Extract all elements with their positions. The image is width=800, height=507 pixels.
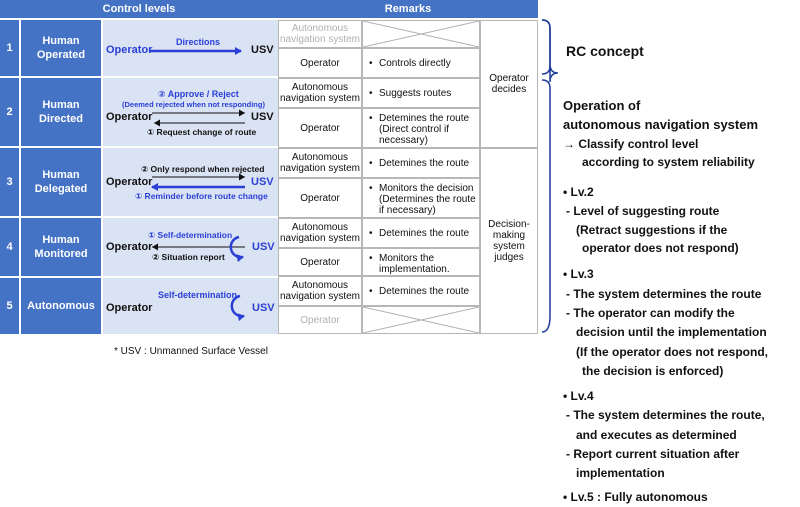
remark-actor: Operator	[278, 108, 362, 148]
lv4-title: • Lv.4	[563, 389, 594, 403]
lv2-text: (Retract suggestions if the	[576, 223, 728, 237]
header-remarks: Remarks	[278, 0, 538, 18]
lv2-text: - Level of suggesting route	[566, 204, 720, 218]
diagram-label: Directions	[176, 37, 221, 47]
level-name: Human Directed	[21, 78, 101, 146]
lv3-title: • Lv.3	[563, 267, 594, 281]
remark-desc: • Detemines the route	[362, 218, 480, 248]
remark-desc-empty	[362, 306, 480, 334]
lv3-text: (If the operator does not respond,	[576, 345, 769, 359]
lv3-text: - The system determines the route	[566, 287, 762, 301]
remark-actor: Autonomous navigation system	[278, 218, 362, 248]
header-control-levels: Control levels	[0, 0, 278, 18]
level-name: Human Operated	[21, 20, 101, 76]
level-number: 4	[0, 218, 19, 276]
remark-desc-empty	[362, 20, 480, 48]
level-number: 5	[0, 278, 19, 334]
auto-bracket	[542, 80, 550, 332]
level-number: 2	[0, 78, 19, 146]
remark-actor: Operator	[278, 306, 362, 334]
classify-text: according to system reliability	[582, 155, 755, 169]
diagram-label: ② Approve / Reject	[158, 89, 239, 99]
level-name: Human Monitored	[21, 218, 101, 276]
operator-label: Operator	[106, 241, 153, 253]
classify-text: → Classify control level	[563, 137, 699, 151]
remark-actor: Operator	[278, 178, 362, 218]
empty-cross	[363, 21, 479, 47]
operation-title: Operation of	[563, 98, 641, 113]
remark-actor: Operator	[278, 248, 362, 276]
operation-title: autonomous navigation system	[563, 117, 759, 132]
lv3-text: decision until the implementation	[576, 325, 767, 339]
remark-actor: Operator	[278, 48, 362, 78]
lv3-text: the decision is enforced)	[582, 364, 724, 378]
level-name: Human Delegated	[21, 148, 101, 216]
lv2-text: operator does not respond)	[582, 241, 739, 255]
operator-label: Operator	[106, 44, 153, 56]
usv-label: USV	[252, 302, 275, 314]
remark-desc: • Monitors the implementation.	[362, 248, 480, 276]
lv2-title: • Lv.2	[563, 185, 594, 199]
lv4-text: - The system determines the route,	[566, 408, 765, 422]
remark-desc: • Suggests routes	[362, 78, 480, 108]
usv-label: USV	[251, 111, 274, 123]
usv-label: USV	[252, 241, 275, 253]
diagram-label: Self-determination	[158, 290, 238, 300]
operator-label: Operator	[106, 176, 153, 188]
diagram-label: (Deemed rejected when not responding)	[122, 100, 265, 109]
remark-actor: Autonomous navigation system	[278, 78, 362, 108]
lv4-text: implementation	[576, 466, 665, 480]
system-judges: Decision- making system judges	[480, 148, 538, 334]
remark-actor: Autonomous navigation system	[278, 20, 362, 48]
rc-concept-title: RC concept	[566, 43, 644, 59]
lv4-text: - Report current situation after	[566, 447, 740, 461]
diagram-label: ① Request change of route	[147, 127, 257, 137]
bracket-lines	[538, 16, 562, 338]
level-number: 3	[0, 148, 19, 216]
operator-label: Operator	[106, 111, 153, 123]
remark-desc: • Monitors the decision (Determines the route if necessary)	[362, 178, 480, 218]
usv-label: USV	[251, 44, 274, 56]
remark-desc: • Detemines the route	[362, 148, 480, 178]
diagram-label: ② Only respond when rejected	[141, 164, 265, 174]
operator-label: Operator	[106, 302, 153, 314]
remark-desc: • Detemines the route	[362, 276, 480, 306]
empty-cross	[363, 307, 479, 333]
operator-decides: Operator decides	[480, 20, 538, 148]
diagram-label: ② Situation report	[152, 252, 225, 262]
lv3-text: - The operator can modify the	[566, 306, 735, 320]
diagram-label: ① Self-determination	[148, 230, 233, 240]
lv5-title: • Lv.5 : Fully autonomous	[563, 490, 708, 504]
level-number: 1	[0, 20, 19, 76]
diagram-label: ① Reminder before route change	[135, 191, 268, 201]
lv4-text: and executes as determined	[576, 428, 737, 442]
remark-desc: • Controls directly	[362, 48, 480, 78]
footnote: * USV : Unmanned Surface Vessel	[114, 346, 268, 357]
level-name: Autonomous	[21, 278, 101, 334]
remark-actor: Autonomous navigation system	[278, 276, 362, 306]
usv-label: USV	[251, 176, 274, 188]
remark-desc: • Detemines the route (Direct control if necessary)	[362, 108, 480, 148]
remark-actor: Autonomous navigation system	[278, 148, 362, 178]
